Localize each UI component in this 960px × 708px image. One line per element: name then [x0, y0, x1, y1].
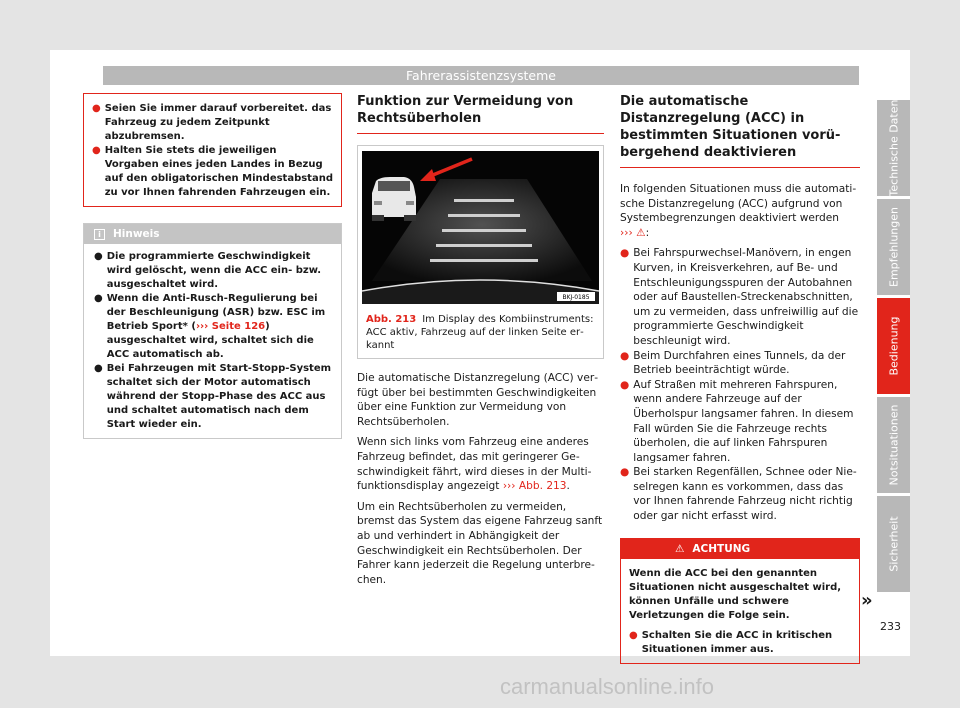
figure-caption: Abb. 213 Im Display des Kombiinstruments: ACC aktiv, Fahrzeug auf der linken Seite erkannt — [366, 314, 594, 351]
list-item: ● Die programmierte Geschwindigkeit wird gelöscht, wenn die ACC ein- bzw. ausgeschaltet wird. — [94, 251, 322, 290]
bullet-icon: ● — [620, 349, 630, 362]
tab-bedienung[interactable]: Bedienung — [877, 298, 910, 394]
acc-display-illustration — [362, 151, 599, 304]
bullet-icon: ● — [620, 378, 630, 391]
list-item: ● Auf Straßen mit mehreren Fahrspuren, wenn andere Fahrzeuge auf der Überholspur langsamer fahren. In diesem Fall würden Sie die Fahrzeuge rechts überholen, die auf linken Fahrspuren langsamer fahren. — [620, 378, 854, 464]
list-item: ● Wenn die Anti-Rusch-Regulierung bei der Beschleunigung (ASR) bzw. ESC im Betrieb Sport* (››› Seite 126) ausgeschaltet wird, schaltet sich die ACC automatisch ab. — [94, 293, 326, 360]
continue-arrow-icon: » — [861, 590, 873, 611]
hinweis-header: i Hinweis — [84, 224, 341, 244]
hinweis-box — [83, 223, 342, 439]
figure-code: BKJ-0185 — [562, 294, 590, 301]
paragraph: In folgenden Situationen muss die automatische Distanzregelung (ACC) aufgrund von Systembegrenzungen deaktiviert werden ››› ⚠: — [620, 183, 857, 239]
tab-sicherheit[interactable]: Sicherheit — [877, 496, 910, 592]
column-middle — [357, 93, 604, 593]
bullet-icon: ● — [620, 466, 630, 479]
list-item: ● Beim Durchfahren eines Tunnels, da der Betrieb beeinträchtigt würde. — [620, 349, 846, 377]
warning-reference-link[interactable]: ››› ⚠ — [620, 226, 646, 239]
warning-box-continued — [83, 93, 342, 207]
list-item: ● Schalten Sie die ACC in kritischen Situationen immer aus. — [629, 629, 833, 655]
list-item: ● Halten Sie stets die jeweiligen Vorgaben eines jeden Landes in Bezug auf den obligatorischen Mindestabstand zu vor Ihnen fahrenden Fahrzeugen ein. — [92, 145, 333, 198]
section-title: Die automatische Distanzregelung (ACC) in bestimmten Situationen vorübergehend deaktivieren — [620, 93, 860, 168]
bullet-icon: ● — [629, 629, 638, 641]
warning-triangle-icon: ⚠ — [636, 226, 646, 239]
bullet-icon: ● — [94, 293, 103, 304]
paragraph: Um ein Rechtsüberholen zu vermeiden, bremst das System das eigene Fahrzeug sanft ab und verhindert in Abhängigkeit der Geschwindigkeit ein Rechtsüberholen. Der Fahrer kann jederzeit die Regelung unterbrechen. — [357, 500, 603, 586]
figure-213 — [357, 145, 604, 359]
tab-technische-daten[interactable]: Technische Daten — [877, 100, 910, 196]
info-icon: i — [94, 229, 105, 240]
list-item: ● Seien Sie immer darauf vorbereitet. das Fahrzeug zu jedem Zeitpunkt abzubremsen. — [92, 103, 332, 142]
column-right — [620, 93, 860, 664]
bullet-icon: ● — [620, 247, 630, 260]
achtung-header: ⚠ ACHTUNG — [621, 539, 859, 559]
paragraph: Die automatische Distanzregelung (ACC) verfügt über bei bestimmten Geschwindigkeiten über eine Funktion zur Vermeidung von Rechtsüberholen. — [357, 372, 599, 428]
page-number: 233 — [880, 620, 901, 633]
column-left — [83, 93, 342, 439]
bullet-icon: ● — [92, 103, 101, 114]
figure-reference-link[interactable]: ››› Abb. 213 — [502, 480, 567, 493]
instrument-display-image — [362, 151, 599, 304]
list-item: ● Bei starken Regenfällen, Schnee oder Nieselregen kann es vorkommen, dass das vor Ihnen fahrende Fahrzeug nicht richtig oder gar nicht erfasst wird. — [620, 466, 857, 523]
bullet-icon: ● — [92, 145, 101, 156]
tab-empfehlungen[interactable]: Empfehlungen — [877, 199, 910, 295]
bullet-icon: ● — [94, 251, 103, 262]
section-title: Funktion zur Vermeidung von Rechtsüberholen — [357, 93, 604, 134]
warning-text: Wenn die ACC bei den genannten Situationen nicht ausgeschaltet wird, können Unfälle und schwere Verletzungen die Folge sein. — [629, 567, 842, 621]
tab-notsituationen[interactable]: Notsituationen — [877, 397, 910, 493]
bullet-icon: ● — [94, 363, 103, 374]
warning-triangle-icon: ⚠ — [675, 542, 685, 555]
page-reference-link[interactable]: ››› Seite 126 — [195, 321, 266, 332]
chapter-header: Fahrerassistenzsysteme — [103, 66, 859, 85]
side-tabs — [877, 100, 910, 595]
watermark: carmanualsonline.info — [500, 674, 715, 699]
achtung-box — [620, 538, 860, 664]
list-item: ● Bei Fahrspurwechsel-Manövern, in engen Kurven, in Kreisverkehren, auf Be- und Entschleunigungsspuren der Autobahnen oder auf Baustellen-Streckenabschnitten, um zu vermeiden, dass unfreiwillig auf die programmierte Geschwindigkeit beschleunigt wird. — [620, 247, 859, 347]
list-item: ● Bei Fahrzeugen mit Start-Stopp-System schaltet sich der Motor automatisch während der Stopp-Phase des ACC aus und schaltet automatisch nach dem Start wieder ein. — [94, 363, 332, 430]
paragraph: Wenn sich links vom Fahrzeug eine anderes Fahrzeug befindet, das mit geringerer Geschwindigkeit fährt, wird dieses in der Multifunktionsdisplay angezeigt ››› Abb. 213. — [357, 436, 592, 493]
